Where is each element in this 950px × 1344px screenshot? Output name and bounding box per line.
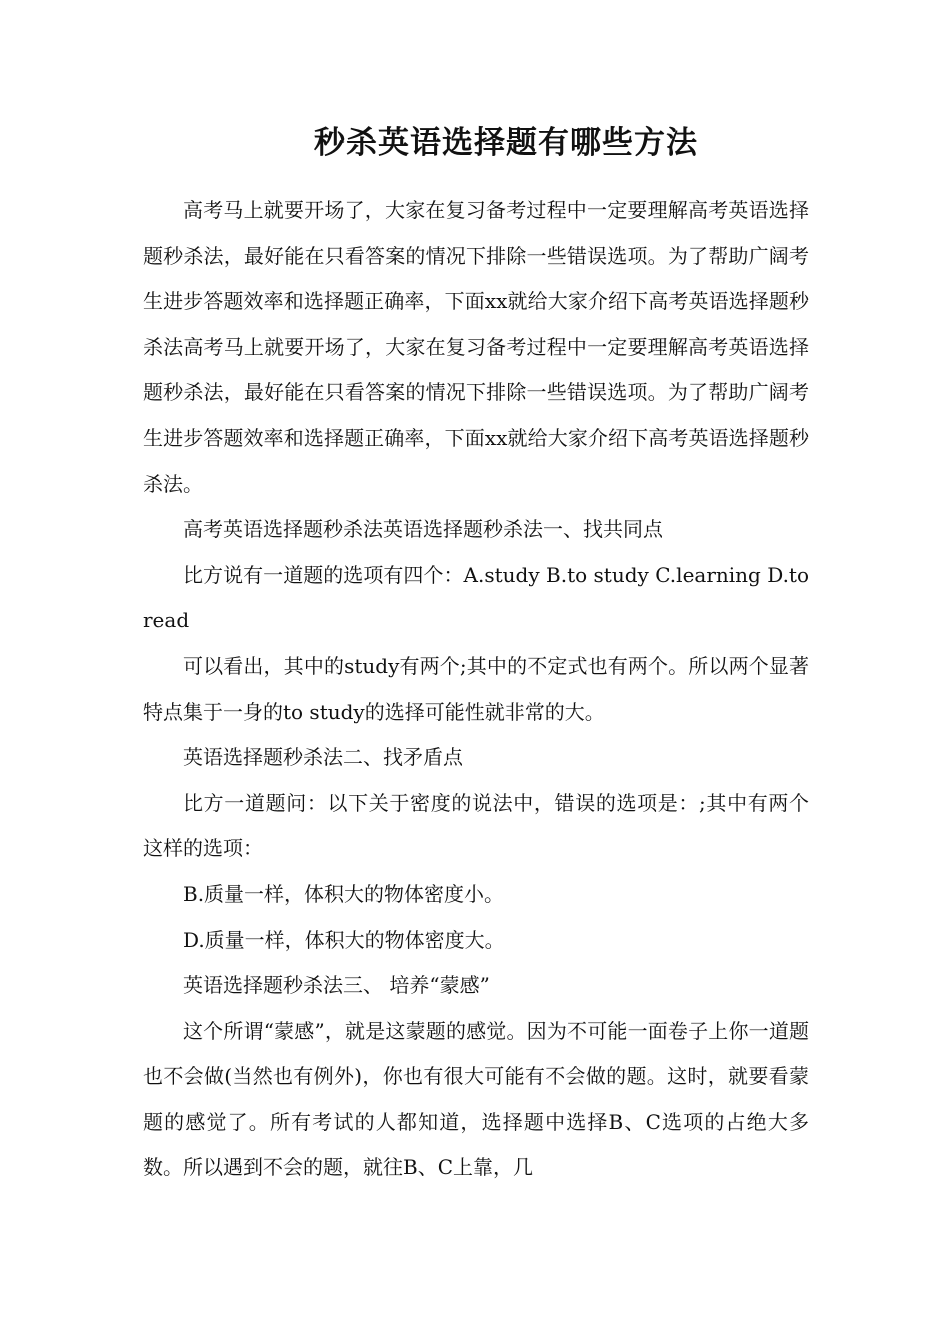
paragraph-method-three-explanation: 这个所谓“蒙感”，就是这蒙题的感觉。因为不可能一面卷子上你一道题也不会做(当然也有例外)，你也有很大可能有不会做的题。这时，就要看蒙题的感觉了。所有考试的人都知道，选择题中选择B、C选项的占绝大多数。所以遇到不会的题，就往B、C上靠，几 (143, 1018, 809, 1180)
paragraph-method-one-explanation: 可以看出，其中的study有两个;其中的不定式也有两个。所以两个显著特点集于一身的to study的选择可能性就非常的大。 (143, 653, 809, 724)
paragraph-intro: 高考马上就要开场了，大家在复习备考过程中一定要理解高考英语选择题秒杀法，最好能在只看答案的情况下排除一些错误选项。为了帮助广阔考生进步答题效率和选择题正确率，下面xx就给大家介绍下高考英语选择题秒杀法高考马上就要开场了，大家在复习备考过程中一定要理解高考英语选择题秒杀法，最好能在只看答案的情况下排除一些错误选项。为了帮助广阔考生进步答题效率和选择题正确率，下面xx就给大家介绍下高考英语选择题秒杀法。 (143, 198, 809, 496)
paragraph-method-two-heading: 英语选择题秒杀法二、找矛盾点 (183, 745, 463, 770)
paragraph-method-one-heading: 高考英语选择题秒杀法英语选择题秒杀法一、找共同点 (183, 517, 663, 542)
document-title: 秒杀英语选择题有哪些方法 (314, 125, 698, 161)
paragraph-method-three-heading: 英语选择题秒杀法三、 培养“蒙感” (183, 973, 490, 998)
paragraph-option-b: B.质量一样，体积大的物体密度小。 (183, 881, 505, 906)
document-body (143, 112, 809, 1191)
paragraph-method-two-example: 比方一道题问：以下关于密度的说法中，错误的选项是：;其中有两个这样的选项： (143, 790, 809, 861)
paragraph-method-one-example: 比方说有一道题的选项有四个：A.study B.to study C.learning D.to read (143, 562, 809, 633)
paragraph-option-d: D.质量一样，体积大的物体密度大。 (183, 927, 505, 952)
